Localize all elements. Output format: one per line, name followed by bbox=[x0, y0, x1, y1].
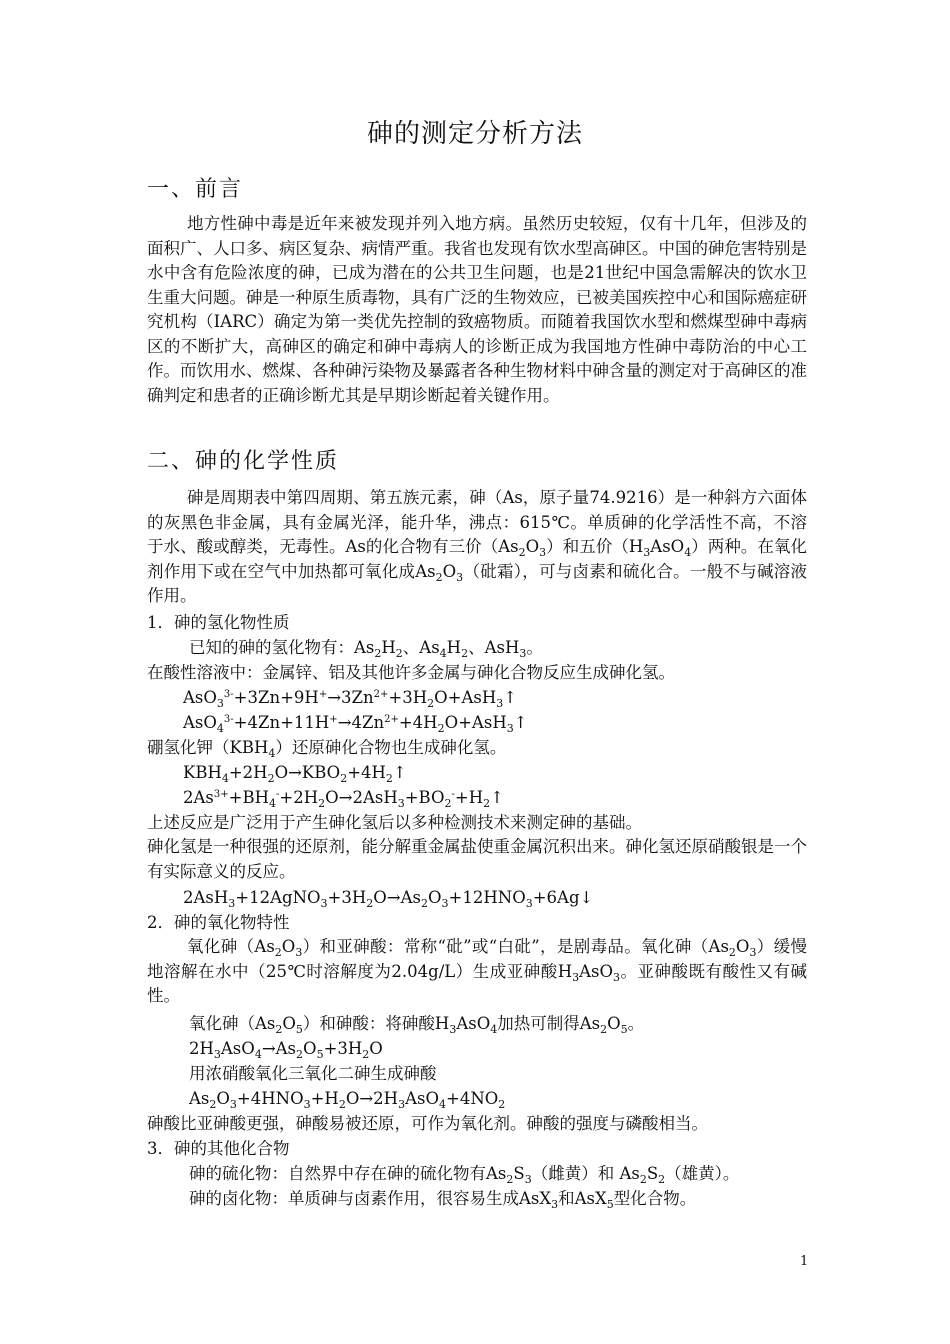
section-heading-intro: 一、前言 bbox=[147, 177, 244, 202]
acid-solution-line: 在酸性溶液中：金属锌、铝及其他许多金属与砷化合物反应生成砷化氢。 bbox=[147, 663, 675, 682]
as2o5-line: 氧化砷$(As_2O_5)$和砷酸：将砷酸$H_3AsO_4$加热可制得$As_2O_5$。 bbox=[189, 1014, 645, 1036]
nitric-acid-line: 用浓硝酸氧化三氧化二砷生成砷酸 bbox=[189, 1064, 437, 1083]
equation-3: $KBH_4+2H_2O\to KBO_2+4H_2↑$ bbox=[183, 763, 407, 785]
equation-2: $AsO_4^{3-}+4Zn+11H^+\to 4Zn^{2+}+4H_2O+AsH_3↑$ bbox=[183, 713, 528, 735]
section-heading-chemistry: 二、砷的化学性质 bbox=[147, 449, 340, 474]
known-hydrides-line: 已知的砷的氢化物有：$As_2H_2$、$As_4H_2$、AsH$_3$。 bbox=[189, 638, 543, 660]
subheading-hydrides: 1．砷的氢化物性质 bbox=[147, 613, 290, 632]
equation-6: $2H_3AsO_4\to As_2O_5+3H_2O$ bbox=[189, 1039, 383, 1061]
halides-line: 砷的卤化物：单质砷与卤素作用，很容易生成AsX$_3$和AsX$_5$型化合物。 bbox=[189, 1189, 697, 1211]
equation-5: $2AsH_3+12AgNO_3+3H_2O\to As_2O_3+12HNO_3+6Ag↓$ bbox=[183, 888, 594, 910]
arsine-reduction-paragraph: 砷化氢是一种很强的还原剂，能分解重金属盐使重金属沉积出来。砷化氢还原硝酸银是一个有实际意义的反应。 bbox=[147, 837, 807, 881]
subheading-other-compounds: 3．砷的其他化合物 bbox=[147, 1139, 290, 1158]
basis-line: 上述反应是广泛用于产生砷化氢后以多种检测技术来测定砷的基础。 bbox=[147, 813, 642, 832]
page-number: 1 bbox=[800, 1254, 809, 1269]
subheading-oxides: 2．砷的氧化物特性 bbox=[147, 913, 290, 932]
equation-1: $AsO_3^{3-}+3Zn+9H^+\to 3Zn^{2+}+3H_2O+AsH_3↑$ bbox=[183, 688, 518, 710]
document-title: 砷的测定分析方法 bbox=[366, 119, 583, 149]
intro-paragraph: 地方性砷中毒是近年来被发现并列入地方病。虽然历史较短，仅有十几年，但涉及的面积广、人口多、病区复杂、病情严重。我省也发现有饮水型高砷区。中国的砷危害特别是水中含有危险浓度的砷，已成为潜在的公共卫生问题，也是21世纪中国急需解决的饮水卫生重大问题。砷是一种原生质毒物，具有广泛的生物效应，已被美国疾控中心和国际癌症研究机构（IARC）确定为第一类优先控制的致癌物质。而随着我国饮水型和燃煤型砷中毒病区的不断扩大，高砷区的确定和砷中毒病人的诊断正成为我国地方性砷中毒防治的中心工作。而饮用水、燃煤、各种砷污染物及暴露者各种生物材料中砷含量的测定对于高砷区的准确判定和患者的正确诊断尤其是早期诊断起着关键作用。 bbox=[147, 214, 807, 405]
equation-4: $2As^{3+}+BH_4^-+2H_2O\to 2AsH_3+BO_2^-+H_2↑$ bbox=[183, 788, 504, 810]
equation-7: $As_2O_3+4HNO_3+H_2O\to 2H_3AsO_4+4NO_2$ bbox=[189, 1089, 506, 1111]
acid-strength-line: 砷酸比亚砷酸更强，砷酸易被还原，可作为氧化剂。砷酸的强度与磷酸相当。 bbox=[147, 1114, 708, 1133]
oxides-paragraph: 氧化砷$(As_2O_3)$和亚砷酸：常称“砒”或“白砒”，是剧毒品。氧化砷$(As_2O_3)$缓慢地溶解在水中（25℃时溶解度为2.04g/L）生成亚砷酸$H_3AsO_3$。亚砷酸既有酸性又有碱性。 bbox=[147, 937, 808, 1005]
sulfides-line: 砷的硫化物：自然界中存在砷的硫化物有$As_2S_3$（雌黄）和 $As_2S_2$（雄黄）。 bbox=[189, 1164, 740, 1186]
chemistry-paragraph: 砷是周期表中第四周期、第五族元素，砷（As，原子量74.9216）是一种斜方六面体的灰黑色非金属，具有金属光泽，能升华，沸点：615℃。单质砷的化学活性不高，不溶于水、酸或醇类，无毒性。As的化合物有三价$(As_2O_3)$和五价$(H_3AsO_4)$两种。在氧化剂作用下或在空气中加热都可氧化成$As_2O_3$（砒霜），可与卤素和硫化合。一般不与碱溶液作用。 bbox=[147, 488, 808, 605]
kbh4-line: 硼氢化钾$(KBH_4)$还原砷化合物也生成砷化氢。 bbox=[147, 738, 507, 760]
